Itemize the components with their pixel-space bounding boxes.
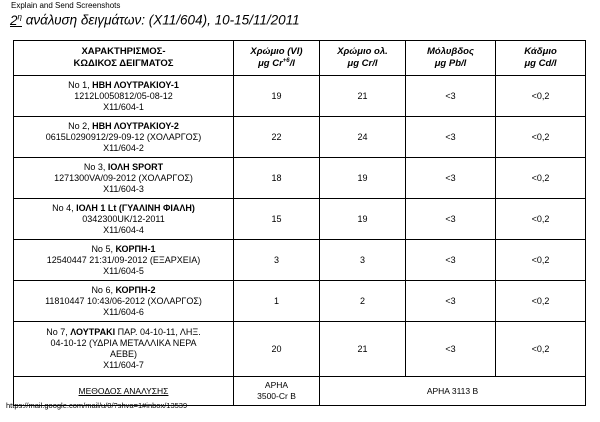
header-lead: Μόλυβδος μg Pb/l [406,41,496,76]
page-heading [10,9,300,29]
header-sample-id: ΧΑΡΑΚΤΗΡΙΣΜΟΣ- ΚΩΔΙΚΟΣ ΔΕΙΓΜΑΤΟΣ [14,41,234,76]
cadmium-value: <0,2 [496,240,586,281]
cadmium-value: <0,2 [496,199,586,240]
header-chromium-total: Χρώμιο ολ. μg Cr/l [320,41,406,76]
lead-value: <3 [406,76,496,117]
sample-cell: No 3, ΙΟΛΗ SPORT 1271300VA/09-2012 (ΧΟΛΑΡΓΟΣ) X11/604-3 [14,158,234,199]
sample-cell: No 6, ΚΟΡΠΗ-2 11810447 10:43/06-2012 (ΧΟΛΑΡΓΟΣ) X11/604-6 [14,281,234,322]
chromium-total-value: 19 [320,158,406,199]
lead-value: <3 [406,322,496,377]
table-row [14,76,586,117]
chromium-total-value: 21 [320,76,406,117]
header-chromium-vi: Χρώμιο (VI) μg $Cr^{+6}/l$ [234,41,320,76]
chromium-total-value: 24 [320,117,406,158]
status-url[interactable]: https://mail.google.com/mail/u/0/?shva=1#inbox/13539 [6,401,188,410]
lead-value: <3 [406,158,496,199]
sample-cell: No 4, ΙΟΛΗ 1 Lt (ΓΥΑΛΙΝΗ ΦΙΑΛΗ) 0342300UK/12-2011 X11/604-4 [14,199,234,240]
chromium-vi-value: 19 [234,76,320,117]
table-row [14,158,586,199]
lead-value: <3 [406,199,496,240]
table-header-row [14,41,586,76]
table-row [14,240,586,281]
chromium-total-value: 21 [320,322,406,377]
chromium-vi-value: 15 [234,199,320,240]
cadmium-value: <0,2 [496,158,586,199]
chromium-vi-value: 20 [234,322,320,377]
table-row [14,117,586,158]
cadmium-value: <0,2 [496,76,586,117]
sample-cell: No 5, ΚΟΡΠΗ-1 12540447 21:31/09-2012 (ΕΞΑΡΧΕΙΑ) X11/604-5 [14,240,234,281]
cadmium-value: <0,2 [496,117,586,158]
sample-cell: No 2, ΗΒΗ ΛΟΥΤΡΑΚΙΟΥ-2 0615L0290912/29-09-12 (ΧΟΛΑΡΓΟΣ) X11/604-2 [14,117,234,158]
chromium-total-value: 2 [320,281,406,322]
table-row [14,199,586,240]
sample-cell: No 1, ΗΒΗ ΛΟΥΤΡΑΚΙΟΥ-1 1212L0050812/05-08-12 X11/604-1 [14,76,234,117]
heading-number: $2^\eta$ [10,12,22,28]
table-row [14,322,586,377]
chromium-total-value: 19 [320,199,406,240]
table-row [14,281,586,322]
results-table [13,40,586,406]
lead-value: <3 [406,117,496,158]
lead-value: <3 [406,281,496,322]
chromium-total-value: 3 [320,240,406,281]
heading-text: ανάλυση δειγμάτων: (Χ11/604), 10-15/11/2011 [21,12,300,28]
sample-cell: No 7, ΛΟΥΤΡΑΚΙ ΠΑΡ. 04-10-11, ΛΗΞ. 04-10-12 (ΥΔΡΙΑ ΜΕΤΑΛΛΙΚΑ ΝΕΡΑ ΑΕΒΕ) X11/604-7 [14,322,234,377]
method-other: APHA 3113 B [320,377,586,406]
chromium-vi-value: 18 [234,158,320,199]
chromium-vi-value: 22 [234,117,320,158]
method-chromium-vi: APHA 3500-Cr B [234,377,320,406]
method-label: ΜΕΘΟΔΟΣ ΑΝΑΛΥΣΗΣ [14,377,234,406]
screenshot-tool-caption: Explain and Send Screenshots [11,1,121,10]
cadmium-value: <0,2 [496,322,586,377]
chromium-vi-value: 1 [234,281,320,322]
cadmium-value: <0,2 [496,281,586,322]
chromium-vi-value: 3 [234,240,320,281]
lead-value: <3 [406,240,496,281]
header-cadmium: Κάδμιο μg Cd/l [496,41,586,76]
